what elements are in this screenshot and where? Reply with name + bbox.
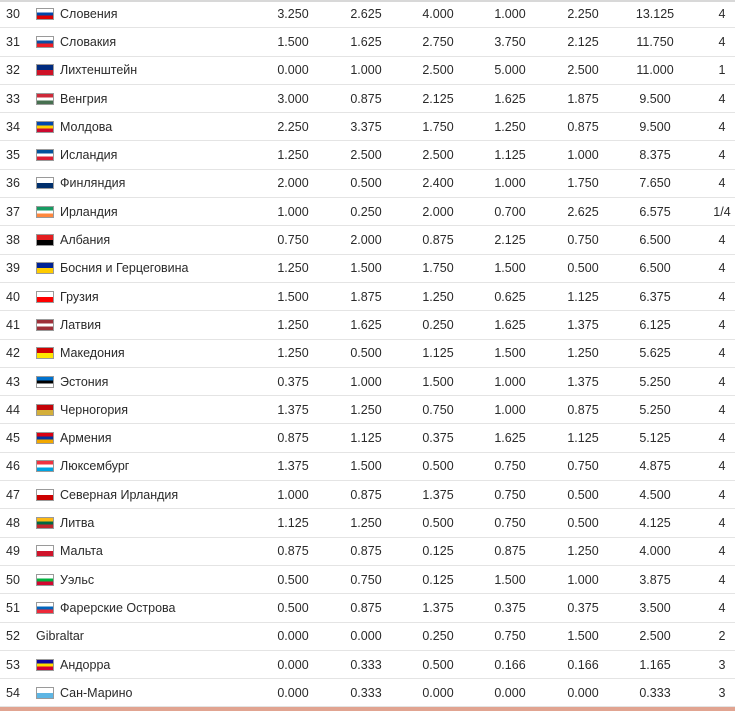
- clubs-count: 4: [718, 233, 726, 248]
- season-4-value: 1.625: [494, 431, 526, 446]
- clubs-count: 4: [718, 261, 726, 276]
- season-2-value: 1.000: [350, 63, 382, 78]
- season-4-value: 0.375: [494, 600, 526, 615]
- clubs-count: 4: [718, 431, 726, 446]
- flag-liechtenstein-icon: [36, 64, 54, 76]
- season-1-value: 0.875: [277, 431, 309, 446]
- table-row[interactable]: [0, 594, 735, 622]
- season-3-value: 2.500: [422, 148, 454, 163]
- country-name[interactable]: Эстония: [60, 374, 109, 389]
- season-2-value: 1.000: [350, 374, 382, 389]
- season-3-value: 0.500: [422, 516, 454, 531]
- season-5-value: 0.750: [567, 459, 599, 474]
- country-name[interactable]: Фарерские Острова: [60, 600, 176, 615]
- total-coefficient: 8.375: [639, 148, 671, 163]
- season-2-value: 0.250: [350, 204, 382, 219]
- season-1-value: 1.500: [277, 34, 309, 49]
- table-row[interactable]: [0, 396, 735, 424]
- clubs-count: 4: [718, 600, 726, 615]
- season-1-value: 1.250: [277, 346, 309, 361]
- rank-cell: 37: [6, 204, 20, 219]
- total-coefficient: 11.750: [636, 34, 674, 49]
- table-row[interactable]: [0, 255, 735, 283]
- country-name[interactable]: Латвия: [60, 317, 101, 332]
- season-2-value: 0.333: [350, 685, 382, 700]
- bottom-decoration: [0, 707, 735, 711]
- total-coefficient: 6.500: [639, 261, 671, 276]
- season-1-value: 1.250: [277, 148, 309, 163]
- table-row[interactable]: [0, 226, 735, 254]
- flag-northern-ireland-icon: [36, 489, 54, 501]
- season-4-value: 0.000: [494, 685, 526, 700]
- rank-cell: 35: [6, 148, 20, 163]
- country-name[interactable]: Мальта: [60, 544, 103, 559]
- season-1-value: 0.500: [277, 572, 309, 587]
- season-3-value: 0.500: [422, 657, 454, 672]
- clubs-count: 3: [718, 685, 726, 700]
- country-name[interactable]: Северная Ирландия: [60, 487, 179, 502]
- total-coefficient: 11.000: [636, 63, 674, 78]
- season-4-value: 0.875: [494, 544, 526, 559]
- total-coefficient: 6.500: [639, 233, 671, 248]
- total-coefficient: 9.500: [639, 119, 671, 134]
- rank-cell: 44: [6, 402, 20, 417]
- clubs-count: 4: [718, 6, 726, 21]
- total-coefficient: 9.500: [639, 91, 671, 106]
- season-1-value: 3.250: [277, 6, 309, 21]
- season-4-value: 1.500: [494, 346, 526, 361]
- season-2-value: 1.875: [350, 289, 382, 304]
- season-4-value: 1.500: [494, 572, 526, 587]
- total-coefficient: 7.650: [639, 176, 671, 191]
- clubs-count: 2: [718, 629, 726, 644]
- season-5-value: 0.375: [567, 600, 599, 615]
- season-1-value: 0.500: [277, 600, 309, 615]
- season-2-value: 2.000: [350, 233, 382, 248]
- table-row[interactable]: [0, 340, 735, 368]
- season-2-value: 0.875: [350, 600, 382, 615]
- season-5-value: 0.500: [567, 516, 599, 531]
- clubs-count: 4: [718, 459, 726, 474]
- season-5-value: 1.500: [567, 629, 599, 644]
- season-1-value: 1.375: [277, 402, 309, 417]
- season-4-value: 1.000: [494, 6, 526, 21]
- total-coefficient: 0.333: [639, 685, 671, 700]
- total-coefficient: 13.125: [635, 6, 675, 21]
- season-2-value: 1.625: [350, 34, 382, 49]
- season-3-value: 2.125: [422, 91, 454, 106]
- season-1-value: 3.000: [277, 91, 309, 106]
- total-coefficient: 4.875: [639, 459, 671, 474]
- flag-luxembourg-icon: [36, 460, 54, 472]
- flag-faroe-islands-icon: [36, 602, 54, 614]
- clubs-count: 1: [718, 63, 726, 78]
- season-2-value: 1.500: [350, 459, 382, 474]
- season-3-value: 4.000: [422, 6, 454, 21]
- season-2-value: 0.750: [350, 572, 382, 587]
- rank-cell: 32: [6, 63, 20, 78]
- season-5-value: 1.750: [567, 176, 599, 191]
- rank-cell: 45: [6, 431, 20, 446]
- total-coefficient: 1.165: [639, 657, 671, 672]
- season-4-value: 1.625: [494, 91, 526, 106]
- flag-malta-icon: [36, 545, 54, 557]
- rank-cell: 43: [6, 374, 20, 389]
- total-coefficient: 5.625: [639, 346, 671, 361]
- rank-cell: 54: [6, 685, 20, 700]
- total-coefficient: 3.500: [639, 600, 671, 615]
- season-1-value: 1.375: [277, 459, 309, 474]
- table-row[interactable]: [0, 453, 735, 481]
- table-row[interactable]: [0, 651, 735, 679]
- season-1-value: 1.250: [277, 261, 309, 276]
- season-5-value: 2.250: [567, 6, 599, 21]
- table-row[interactable]: [0, 368, 735, 396]
- season-2-value: 0.875: [350, 487, 382, 502]
- clubs-count: 4: [718, 148, 726, 163]
- season-3-value: 0.875: [422, 233, 454, 248]
- clubs-count: 4: [718, 289, 726, 304]
- season-5-value: 2.500: [567, 63, 599, 78]
- clubs-count: 4: [718, 374, 726, 389]
- season-4-value: 1.000: [494, 176, 526, 191]
- season-1-value: 0.875: [277, 544, 309, 559]
- clubs-count: 4: [718, 402, 726, 417]
- flag-georgia-icon: [36, 291, 54, 303]
- country-name[interactable]: Финляндия: [60, 176, 126, 191]
- flag-finland-icon: [36, 177, 54, 189]
- season-1-value: 2.250: [277, 119, 309, 134]
- season-1-value: 1.500: [277, 289, 309, 304]
- season-2-value: 0.333: [350, 657, 382, 672]
- rank-cell: 48: [6, 516, 20, 531]
- clubs-count: 4: [718, 317, 726, 332]
- season-1-value: 2.000: [277, 176, 309, 191]
- season-5-value: 1.375: [567, 374, 599, 389]
- flag-san-marino-icon: [36, 687, 54, 699]
- season-5-value: 1.000: [567, 572, 599, 587]
- total-coefficient: 2.500: [639, 629, 671, 644]
- season-5-value: 2.125: [567, 34, 599, 49]
- season-4-value: 0.750: [494, 629, 526, 644]
- season-1-value: 0.000: [277, 629, 309, 644]
- season-3-value: 0.125: [422, 544, 454, 559]
- season-1-value: 0.750: [277, 233, 309, 248]
- table-row[interactable]: [0, 311, 735, 339]
- total-coefficient: 5.250: [639, 374, 671, 389]
- season-2-value: 1.500: [350, 261, 382, 276]
- season-4-value: 0.750: [494, 487, 526, 502]
- season-5-value: 0.500: [567, 261, 599, 276]
- table-row[interactable]: [0, 538, 735, 566]
- season-2-value: 1.250: [350, 402, 382, 417]
- total-coefficient: 6.575: [639, 204, 671, 219]
- season-3-value: 1.750: [422, 119, 454, 134]
- country-name[interactable]: Армения: [60, 431, 112, 446]
- season-3-value: 0.750: [422, 402, 454, 417]
- season-5-value: 2.625: [567, 204, 599, 219]
- rank-cell: 38: [6, 233, 20, 248]
- season-3-value: 0.375: [422, 431, 454, 446]
- clubs-count: 4: [718, 487, 726, 502]
- season-3-value: 0.000: [422, 685, 454, 700]
- total-coefficient: 6.125: [639, 317, 671, 332]
- season-3-value: 1.250: [422, 289, 454, 304]
- rank-cell: 41: [6, 317, 20, 332]
- table-row[interactable]: [0, 509, 735, 537]
- season-2-value: 2.500: [350, 148, 382, 163]
- table-row[interactable]: [0, 142, 735, 170]
- season-5-value: 1.250: [567, 346, 599, 361]
- season-3-value: 0.500: [422, 459, 454, 474]
- total-coefficient: 4.500: [639, 487, 671, 502]
- season-4-value: 0.700: [494, 204, 526, 219]
- season-5-value: 0.166: [567, 657, 599, 672]
- season-5-value: 0.875: [567, 402, 599, 417]
- flag-ireland-icon: [36, 206, 54, 218]
- season-1-value: 0.375: [277, 374, 309, 389]
- country-name[interactable]: Грузия: [60, 289, 99, 304]
- flag-montenegro-icon: [36, 404, 54, 416]
- season-1-value: 0.000: [277, 657, 309, 672]
- total-coefficient: 3.875: [639, 572, 671, 587]
- rank-cell: 52: [6, 629, 20, 644]
- season-3-value: 2.000: [422, 204, 454, 219]
- country-name[interactable]: Венгрия: [60, 91, 108, 106]
- flag-latvia-icon: [36, 319, 54, 331]
- season-3-value: 0.125: [422, 572, 454, 587]
- season-4-value: 1.625: [494, 317, 526, 332]
- clubs-count: 4: [718, 34, 726, 49]
- country-name[interactable]: Уэльс: [60, 572, 95, 587]
- season-5-value: 0.500: [567, 487, 599, 502]
- season-3-value: 1.500: [422, 374, 454, 389]
- flag-macedonia-icon: [36, 347, 54, 359]
- flag-bosnia-icon: [36, 262, 54, 274]
- season-4-value: 0.625: [494, 289, 526, 304]
- season-4-value: 1.250: [494, 119, 526, 134]
- season-5-value: 0.750: [567, 233, 599, 248]
- season-3-value: 2.750: [422, 34, 454, 49]
- country-name[interactable]: Словакия: [60, 34, 117, 49]
- season-4-value: 1.500: [494, 261, 526, 276]
- country-name[interactable]: Албания: [60, 233, 111, 248]
- rank-cell: 49: [6, 544, 20, 559]
- table-row[interactable]: [0, 283, 735, 311]
- season-2-value: 0.875: [350, 544, 382, 559]
- country-name[interactable]: Литва: [60, 516, 95, 531]
- country-name[interactable]: Gibraltar: [36, 629, 84, 644]
- table-row[interactable]: [0, 85, 735, 113]
- flag-lithuania-icon: [36, 517, 54, 529]
- clubs-count: 1/4: [713, 204, 731, 219]
- season-2-value: 0.000: [350, 629, 382, 644]
- clubs-count: 4: [718, 572, 726, 587]
- season-4-value: 1.000: [494, 374, 526, 389]
- season-5-value: 1.250: [567, 544, 599, 559]
- season-3-value: 0.250: [422, 317, 454, 332]
- table-row[interactable]: [0, 113, 735, 141]
- rank-cell: 39: [6, 261, 20, 276]
- flag-slovenia-icon: [36, 8, 54, 20]
- country-name[interactable]: Босния и Герцеговина: [60, 261, 189, 276]
- season-3-value: 1.750: [422, 261, 454, 276]
- season-2-value: 0.500: [350, 176, 382, 191]
- season-4-value: 1.125: [494, 148, 526, 163]
- flag-moldova-icon: [36, 121, 54, 133]
- rank-cell: 31: [6, 34, 20, 49]
- season-5-value: 0.000: [567, 685, 599, 700]
- total-coefficient: 4.125: [639, 516, 671, 531]
- season-1-value: 1.000: [277, 487, 309, 502]
- rank-cell: 47: [6, 487, 20, 502]
- season-2-value: 1.125: [350, 431, 382, 446]
- season-4-value: 0.750: [494, 459, 526, 474]
- table-row[interactable]: [0, 170, 735, 198]
- clubs-count: 3: [718, 657, 726, 672]
- country-name[interactable]: Черногория: [60, 402, 129, 417]
- rank-cell: 30: [6, 6, 20, 21]
- season-4-value: 3.750: [494, 34, 526, 49]
- clubs-count: 4: [718, 346, 726, 361]
- season-4-value: 5.000: [494, 63, 526, 78]
- clubs-count: 4: [718, 516, 726, 531]
- country-name[interactable]: Молдова: [60, 119, 113, 134]
- flag-estonia-icon: [36, 376, 54, 388]
- table-row[interactable]: [0, 623, 735, 651]
- flag-albania-icon: [36, 234, 54, 246]
- season-2-value: 1.250: [350, 516, 382, 531]
- country-name[interactable]: Словения: [60, 6, 118, 21]
- country-name[interactable]: Андорра: [60, 657, 111, 672]
- table-row[interactable]: [0, 566, 735, 594]
- flag-slovakia-icon: [36, 36, 54, 48]
- total-coefficient: 6.375: [639, 289, 671, 304]
- country-name[interactable]: Лихтенштейн: [60, 63, 138, 78]
- clubs-count: 4: [718, 119, 726, 134]
- season-1-value: 1.000: [277, 204, 309, 219]
- table-row[interactable]: [0, 425, 735, 453]
- season-3-value: 1.375: [422, 600, 454, 615]
- table-row[interactable]: [0, 28, 735, 56]
- table-row[interactable]: [0, 57, 735, 85]
- table-row[interactable]: [0, 679, 735, 707]
- rank-cell: 50: [6, 572, 20, 587]
- total-coefficient: 5.125: [639, 431, 671, 446]
- season-3-value: 0.250: [422, 629, 454, 644]
- country-name[interactable]: Македония: [60, 346, 125, 361]
- season-4-value: 0.750: [494, 516, 526, 531]
- season-5-value: 1.000: [567, 148, 599, 163]
- flag-hungary-icon: [36, 93, 54, 105]
- clubs-count: 4: [718, 544, 726, 559]
- country-name[interactable]: Ирландия: [60, 204, 118, 219]
- season-5-value: 1.125: [567, 431, 599, 446]
- rank-cell: 51: [6, 600, 20, 615]
- season-1-value: 1.125: [277, 516, 309, 531]
- season-3-value: 2.400: [422, 176, 454, 191]
- rank-cell: 53: [6, 657, 20, 672]
- country-name[interactable]: Сан-Марино: [60, 685, 133, 700]
- country-name[interactable]: Исландия: [60, 148, 118, 163]
- total-coefficient: 5.250: [639, 402, 671, 417]
- flag-iceland-icon: [36, 149, 54, 161]
- total-coefficient: 4.000: [639, 544, 671, 559]
- season-2-value: 3.375: [350, 119, 382, 134]
- flag-wales-icon: [36, 574, 54, 586]
- season-1-value: 1.250: [277, 317, 309, 332]
- table-row[interactable]: [0, 0, 735, 28]
- season-5-value: 1.125: [567, 289, 599, 304]
- season-4-value: 1.000: [494, 402, 526, 417]
- season-3-value: 2.500: [422, 63, 454, 78]
- season-2-value: 2.625: [350, 6, 382, 21]
- season-3-value: 1.125: [422, 346, 454, 361]
- table-row[interactable]: [0, 481, 735, 509]
- flag-armenia-icon: [36, 432, 54, 444]
- season-1-value: 0.000: [277, 63, 309, 78]
- table-row[interactable]: [0, 198, 735, 226]
- season-3-value: 1.375: [422, 487, 454, 502]
- rank-cell: 33: [6, 91, 20, 106]
- season-5-value: 0.875: [567, 119, 599, 134]
- rank-cell: 34: [6, 119, 20, 134]
- season-2-value: 0.875: [350, 91, 382, 106]
- rank-cell: 40: [6, 289, 20, 304]
- rank-cell: 42: [6, 346, 20, 361]
- season-5-value: 1.875: [567, 91, 599, 106]
- flag-andorra-icon: [36, 659, 54, 671]
- season-2-value: 1.625: [350, 317, 382, 332]
- clubs-count: 4: [718, 91, 726, 106]
- clubs-count: 4: [718, 176, 726, 191]
- rank-cell: 46: [6, 459, 20, 474]
- season-5-value: 1.375: [567, 317, 599, 332]
- country-name[interactable]: Люксембург: [60, 459, 130, 474]
- season-2-value: 0.500: [350, 346, 382, 361]
- rank-cell: 36: [6, 176, 20, 191]
- season-1-value: 0.000: [277, 685, 309, 700]
- season-4-value: 0.166: [494, 657, 526, 672]
- season-4-value: 2.125: [494, 233, 526, 248]
